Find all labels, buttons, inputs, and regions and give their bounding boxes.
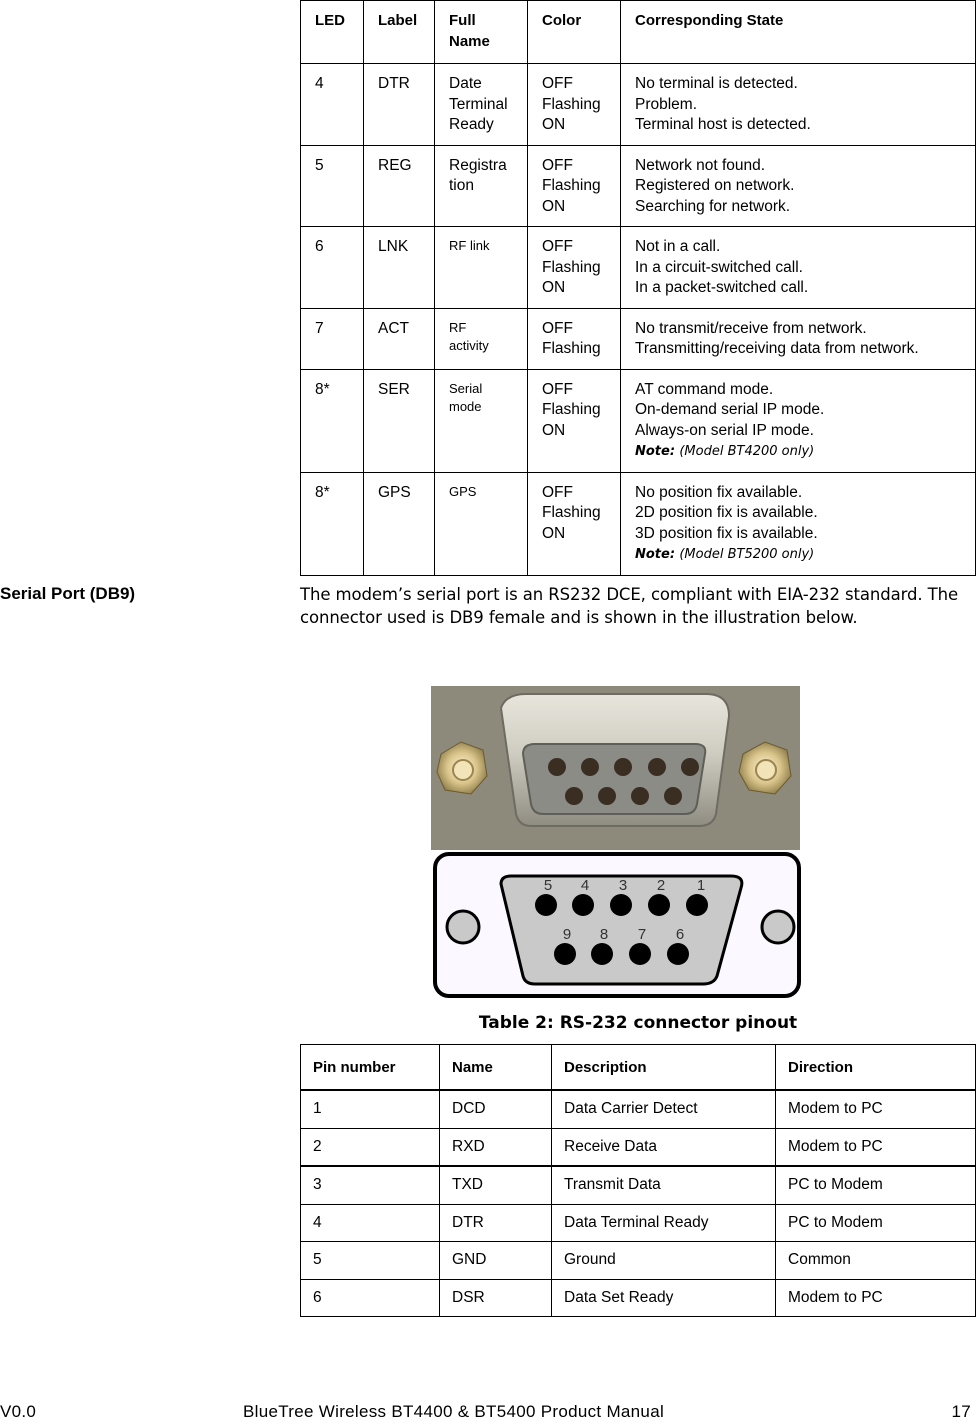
led-label: GPS bbox=[364, 472, 435, 575]
led-full-name bbox=[435, 145, 528, 227]
state-line: Always-on serial IP mode. bbox=[635, 421, 814, 439]
pin-label-1: 1 bbox=[696, 877, 706, 894]
state-line: Registered on network. bbox=[635, 177, 795, 194]
pin-description: Ground bbox=[552, 1242, 776, 1280]
pin-number: 4 bbox=[301, 1204, 440, 1242]
state-line: Problem. bbox=[635, 95, 698, 113]
color-line: ON bbox=[542, 421, 566, 439]
section-heading-serial-port: Serial Port (DB9) bbox=[0, 584, 136, 603]
table-row bbox=[301, 1090, 976, 1128]
model-note bbox=[635, 544, 963, 566]
pin-label-6: 6 bbox=[675, 926, 685, 943]
model-note bbox=[635, 441, 963, 463]
pin-number: 3 bbox=[301, 1166, 440, 1204]
led-color bbox=[528, 145, 621, 227]
led-full-name bbox=[435, 472, 528, 575]
color-line: Flashing bbox=[542, 340, 601, 357]
pin-description: Receive Data bbox=[552, 1128, 776, 1166]
table-row bbox=[301, 1128, 976, 1166]
led-state bbox=[621, 64, 976, 146]
header-color: Color bbox=[528, 1, 621, 64]
led-state bbox=[621, 145, 976, 227]
led-state bbox=[621, 308, 976, 369]
color-line: Flashing bbox=[542, 504, 601, 521]
pin-label-3: 3 bbox=[618, 877, 628, 894]
full-name-line: Date bbox=[449, 75, 482, 92]
pin-description: Data Carrier Detect bbox=[552, 1090, 776, 1128]
pin-direction: PC to Modem bbox=[776, 1166, 976, 1204]
table-row bbox=[301, 369, 976, 472]
state-line: In a circuit-switched call. bbox=[635, 258, 803, 276]
pin-number: 1 bbox=[301, 1090, 440, 1128]
led-color bbox=[528, 64, 621, 146]
state-line: 3D position fix is available. bbox=[635, 524, 818, 542]
header-direction: Direction bbox=[776, 1045, 976, 1091]
pin-name: DTR bbox=[440, 1204, 552, 1242]
led-label: ACT bbox=[364, 308, 435, 369]
led-number: 8* bbox=[301, 472, 364, 575]
color-line: OFF bbox=[542, 75, 573, 92]
color-line: ON bbox=[542, 116, 566, 133]
led-state bbox=[621, 369, 976, 472]
pin-label-8: 8 bbox=[599, 926, 609, 943]
table-row bbox=[301, 472, 976, 575]
state-line: On-demand serial IP mode. bbox=[635, 401, 825, 418]
table-row bbox=[301, 1242, 976, 1280]
pin-name: DSR bbox=[440, 1279, 552, 1317]
table-row bbox=[301, 145, 976, 227]
full-name-line: Registra bbox=[449, 156, 507, 174]
color-line: Flashing bbox=[542, 258, 601, 276]
led-label: LNK bbox=[364, 227, 435, 309]
led-number: 4 bbox=[301, 64, 364, 146]
pin-number: 6 bbox=[301, 1279, 440, 1317]
footer-title: BlueTree Wireless BT4400 & BT5400 Product Manual bbox=[243, 1402, 665, 1421]
color-line: Flashing bbox=[542, 177, 601, 194]
color-line: Flashing bbox=[542, 401, 601, 418]
header-full-name: Full Name bbox=[435, 1, 528, 64]
led-color bbox=[528, 308, 621, 369]
led-label: SER bbox=[364, 369, 435, 472]
db9-connector-photo bbox=[431, 686, 800, 850]
note-label: Note: bbox=[635, 547, 676, 562]
state-line: In a packet-switched call. bbox=[635, 279, 809, 296]
pin-description: Data Terminal Ready bbox=[552, 1204, 776, 1242]
pin-description: Transmit Data bbox=[552, 1166, 776, 1204]
led-number: 7 bbox=[301, 308, 364, 369]
pin-name: RXD bbox=[440, 1128, 552, 1166]
full-name-line: GPS bbox=[449, 483, 477, 499]
color-line: OFF bbox=[542, 483, 573, 501]
color-line: Flashing bbox=[542, 95, 601, 113]
led-label: REG bbox=[364, 145, 435, 227]
led-full-name bbox=[435, 64, 528, 146]
led-full-name bbox=[435, 369, 528, 472]
state-line: No position fix available. bbox=[635, 483, 803, 501]
state-line: No transmit/receive from network. bbox=[635, 319, 867, 337]
color-line: OFF bbox=[542, 238, 573, 255]
led-label: DTR bbox=[364, 64, 435, 146]
pin-name: DCD bbox=[440, 1090, 552, 1128]
full-name-line: Ready bbox=[449, 116, 494, 133]
pin-label-2: 2 bbox=[656, 877, 666, 894]
led-state bbox=[621, 472, 976, 575]
pin-label-4: 4 bbox=[580, 877, 590, 894]
table-row bbox=[301, 308, 976, 369]
full-name-line: mode bbox=[449, 398, 482, 414]
section-body-text: The modem’s serial port is an RS232 DCE, compliant with EIA-232 standard. The connector used is DB9 female and is shown in the illustration below. bbox=[300, 585, 959, 628]
header-led: LED bbox=[301, 1, 364, 64]
footer-version: V0.0 bbox=[0, 1402, 37, 1421]
color-line: ON bbox=[542, 524, 566, 542]
pin-direction: Common bbox=[776, 1242, 976, 1280]
footer-page-number: 17 bbox=[951, 1402, 971, 1421]
pin-direction: Modem to PC bbox=[776, 1090, 976, 1128]
state-line: Transmitting/receiving data from network. bbox=[635, 340, 919, 357]
note-text: (Model BT5200 only) bbox=[679, 547, 815, 562]
led-number: 5 bbox=[301, 145, 364, 227]
table-row bbox=[301, 64, 976, 146]
table-caption: Table 2: RS-232 connector pinout bbox=[478, 1013, 798, 1033]
table-row bbox=[301, 1204, 976, 1242]
state-line: Not in a call. bbox=[635, 238, 721, 255]
pin-description: Data Set Ready bbox=[552, 1279, 776, 1317]
color-line: OFF bbox=[542, 156, 573, 174]
pin-label-5: 5 bbox=[543, 877, 553, 894]
led-color bbox=[528, 472, 621, 575]
state-line: AT command mode. bbox=[635, 380, 774, 398]
pin-direction: Modem to PC bbox=[776, 1128, 976, 1166]
led-full-name bbox=[435, 227, 528, 309]
pin-direction: PC to Modem bbox=[776, 1204, 976, 1242]
pin-label-9: 9 bbox=[562, 926, 572, 943]
state-line: 2D position fix is available. bbox=[635, 504, 818, 521]
pin-number: 2 bbox=[301, 1128, 440, 1166]
header-pin-number: Pin number bbox=[301, 1045, 440, 1091]
led-color bbox=[528, 227, 621, 309]
header-description: Description bbox=[552, 1045, 776, 1091]
pin-name: TXD bbox=[440, 1166, 552, 1204]
full-name-line: RF link bbox=[449, 238, 490, 253]
state-line: No terminal is detected. bbox=[635, 75, 798, 92]
pin-name: GND bbox=[440, 1242, 552, 1280]
note-label: Note: bbox=[635, 444, 676, 459]
led-number: 8* bbox=[301, 369, 364, 472]
color-line: ON bbox=[542, 279, 566, 296]
table-row bbox=[301, 1279, 976, 1317]
led-full-name bbox=[435, 308, 528, 369]
note-text: (Model BT4200 only) bbox=[679, 444, 815, 459]
color-line: OFF bbox=[542, 380, 573, 398]
led-status-table bbox=[300, 0, 976, 576]
full-name-line: RF bbox=[449, 319, 467, 335]
full-name-line: Serial bbox=[449, 380, 483, 396]
led-color bbox=[528, 369, 621, 472]
pin-direction: Modem to PC bbox=[776, 1279, 976, 1317]
led-table-header bbox=[301, 1, 976, 64]
rs232-pinout-table bbox=[300, 1044, 976, 1317]
led-state bbox=[621, 227, 976, 309]
state-line: Terminal host is detected. bbox=[635, 116, 811, 133]
full-name-line: Terminal bbox=[449, 95, 508, 113]
full-name-line: activity bbox=[449, 337, 489, 353]
full-name-line: tion bbox=[449, 177, 474, 194]
pin-number: 5 bbox=[301, 1242, 440, 1280]
table-row bbox=[301, 1166, 976, 1204]
table-row bbox=[301, 227, 976, 309]
color-line: ON bbox=[542, 197, 566, 215]
state-line: Network not found. bbox=[635, 156, 766, 174]
pin-table-header bbox=[301, 1045, 976, 1091]
state-line: Searching for network. bbox=[635, 197, 791, 215]
header-label: Label bbox=[364, 1, 435, 64]
header-corresponding-state: Corresponding State bbox=[621, 1, 976, 64]
header-name: Name bbox=[440, 1045, 552, 1091]
pin-label-7: 7 bbox=[637, 926, 647, 943]
db9-pinout-diagram bbox=[431, 850, 803, 1000]
color-line: OFF bbox=[542, 319, 573, 337]
led-number: 6 bbox=[301, 227, 364, 309]
